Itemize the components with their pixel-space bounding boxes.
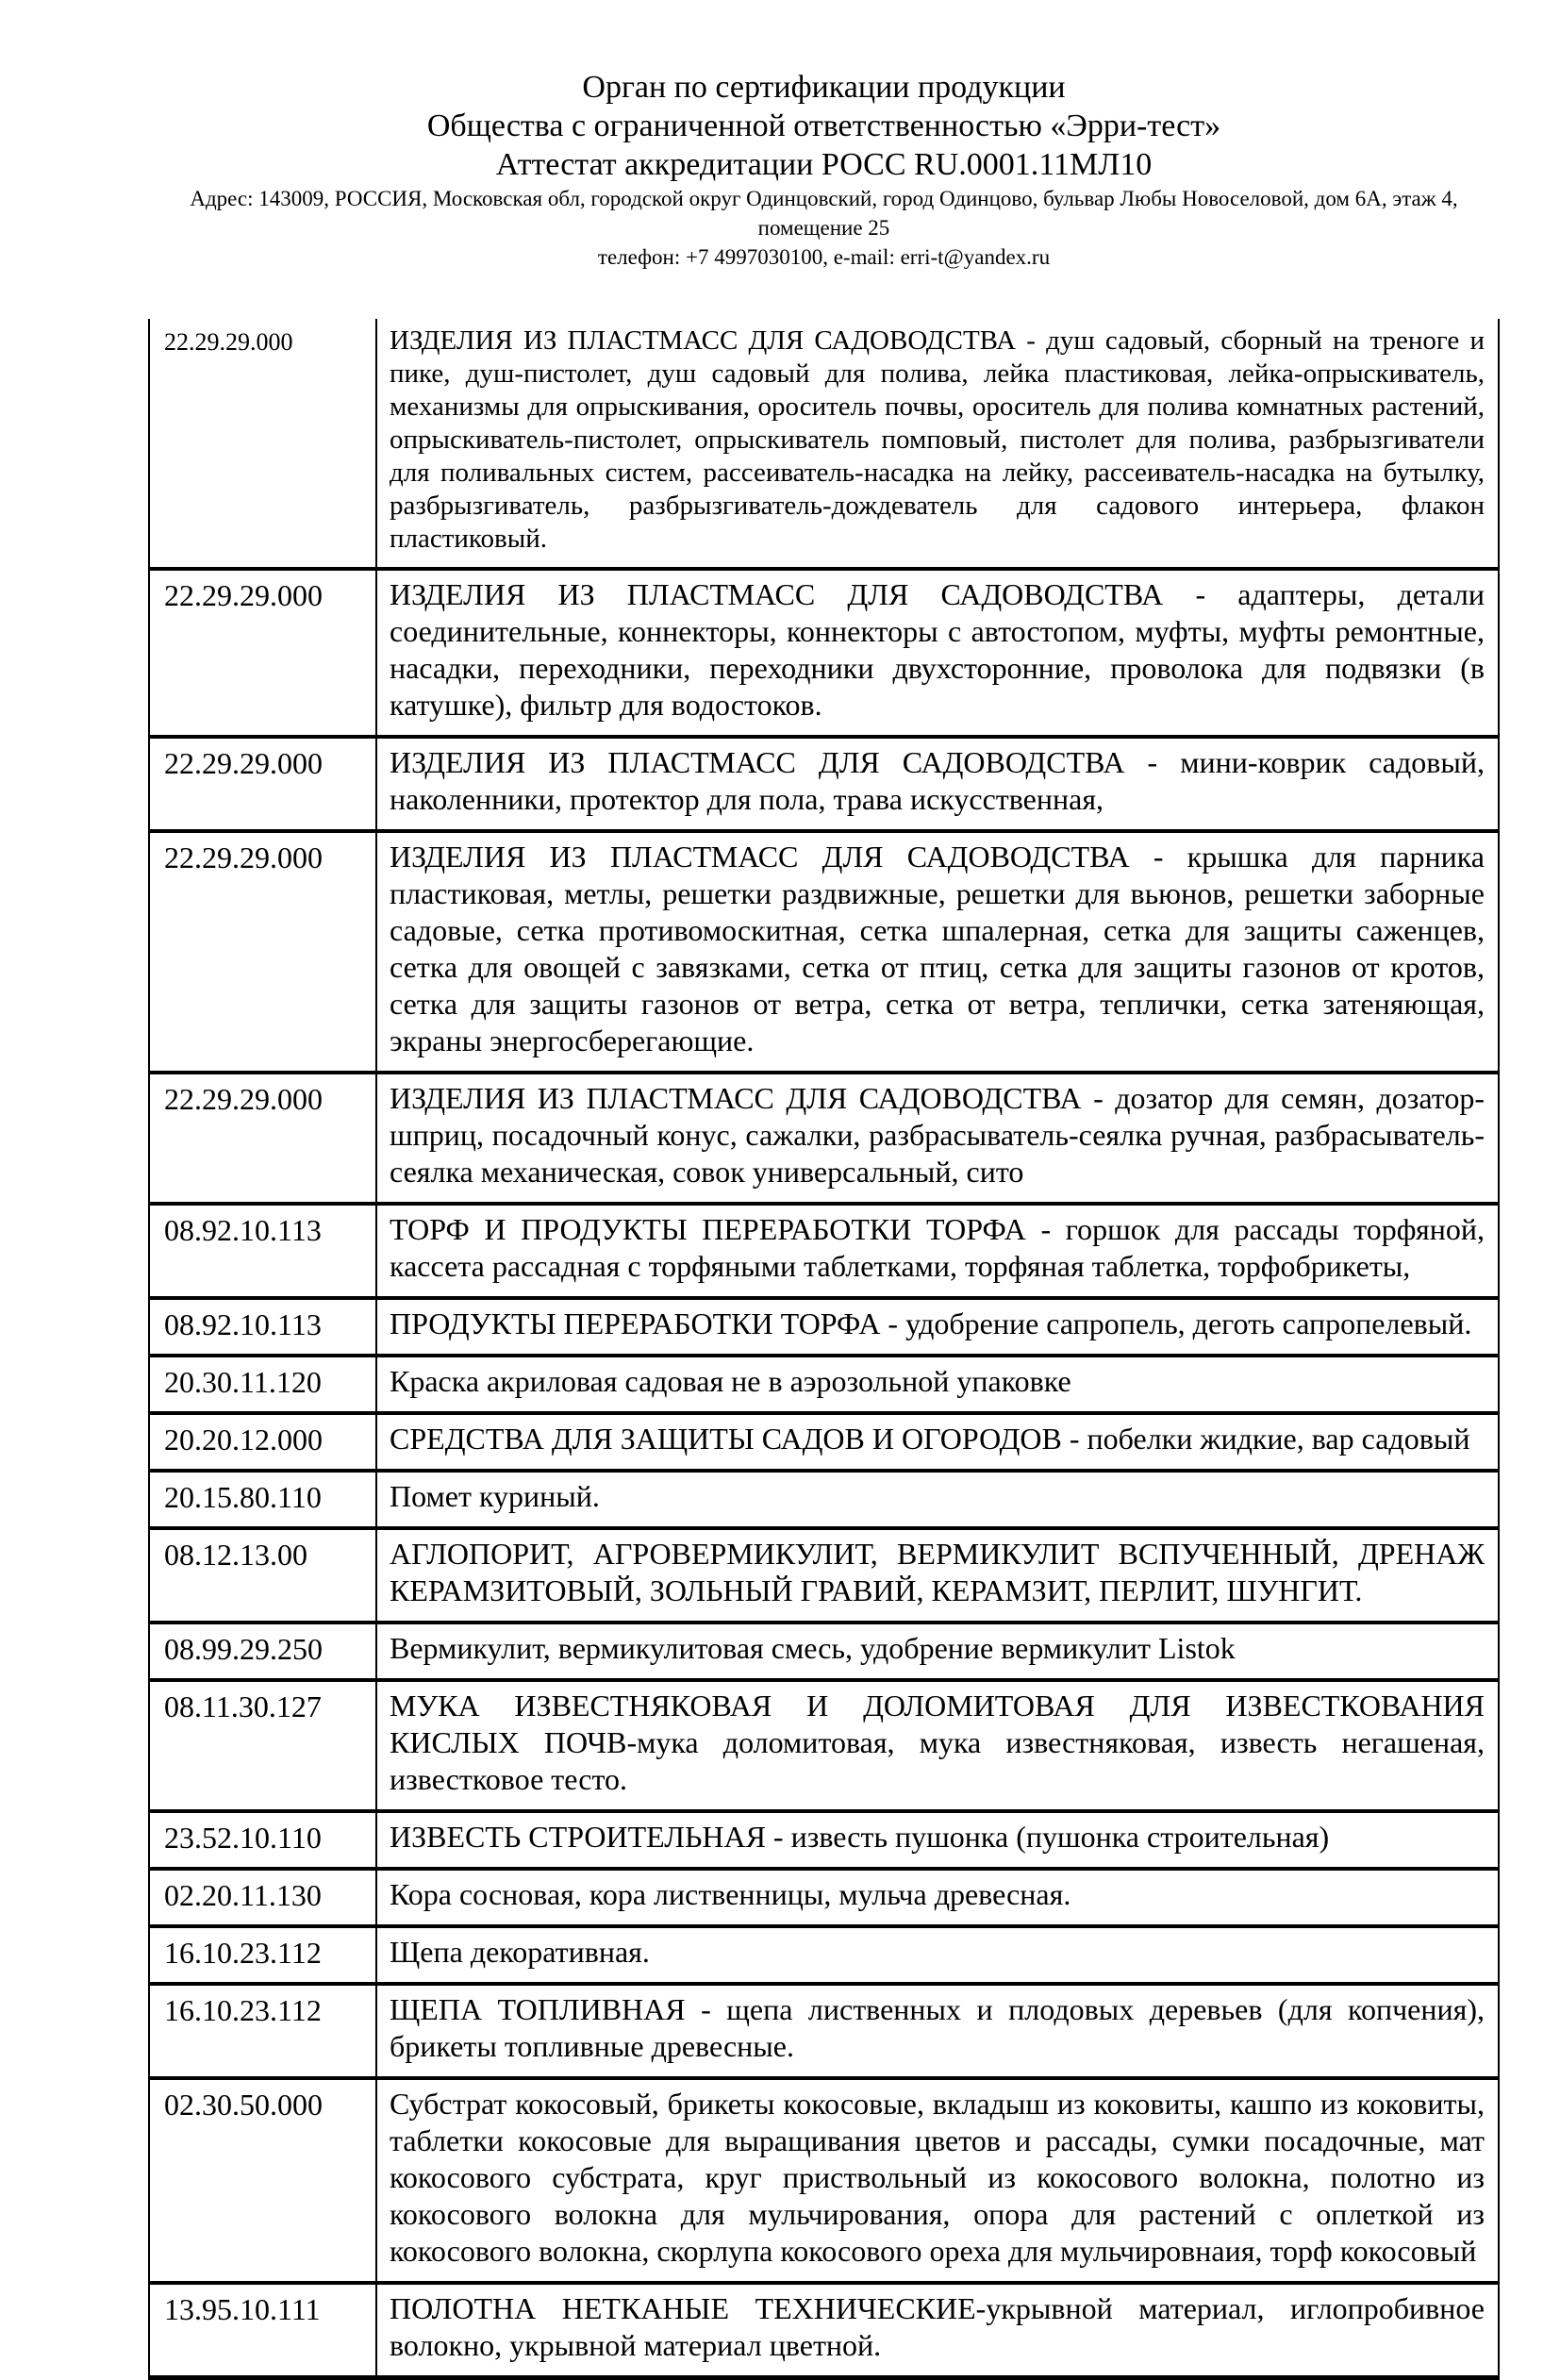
org-name: Общества с ограниченной ответственностью «Эрри-тест» [426, 108, 1221, 143]
table-row [150, 1202, 1498, 1296]
description-cell: СРЕДСТВА ДЛЯ ЗАЩИТЫ САДОВ И ОГОРОДОВ - побелки жидкие, вар садовый [390, 1422, 1470, 1456]
description-cell: МУКА ИЗВЕСТНЯКОВАЯ И ДОЛОМИТОВАЯ ДЛЯ ИЗВЕСТКОВАНИЯ КИСЛЫХ ПОЧВ-мука доломитовая, мука известняковая, известь негашеная, известковое тесто. [390, 1689, 1485, 1796]
description-cell: ТОРФ И ПРОДУКТЫ ПЕРЕРАБОТКИ ТОРФА - горшок для рассады торфяной, кассета рассадная с торфяными таблетками, торфяная таблетка, торфобрикеты, [390, 1212, 1485, 1283]
product-codes-table [148, 319, 1500, 2380]
description-cell: ИЗДЕЛИЯ ИЗ ПЛАСТМАСС ДЛЯ САДОВОДСТВА - крышка для парника пластиковая, метлы, решетки раздвижные, решетки для вьюнов, решетки заборные садовые, сетка противомоскитная, сетка шпалерная, сетка для защиты саженцев, сетка для овощей с завязками, сетка от птиц, сетка для защиты газонов от кротов, сетка для защиты газонов от ветра, сетка от ветра, теплички, сетка затеняющая, экраны энергосберегающие. [390, 840, 1485, 1057]
description-cell: Субстрат кокосовый, брикеты кокосовые, вкладыш из коковиты, кашпо из коковиты, таблетки кокосовые для выращивания цветов и рассады, сумки посадочные, мат кокосового субстрата, круг приствольный из кокосового волокна, полотно из кокосового волокна для мульчирования, опора для растений с оплеткой из кокосового волокна, скорлупа кокосового ореха для мульчировнаия, торф кокосовый [390, 2087, 1485, 2268]
description-cell: ИЗДЕЛИЯ ИЗ ПЛАСТМАСС ДЛЯ САДОВОДСТВА - адаптеры, детали соединительные, коннекторы, коннекторы с автостопом, муфты, муфты ремонтные, насадки, переходники, переходники двухсторонние, проволока для подвязки (в катушке), фильтр для водостоков. [390, 577, 1485, 722]
code-cell: 16.10.23.112 [150, 1928, 377, 1982]
contact-line: телефон: +7 4997030100, e-mail: erri-t@yandex.ru [597, 245, 1051, 269]
code-cell: 23.52.10.110 [150, 1813, 377, 1867]
table-row [150, 1924, 1498, 1982]
table-row [150, 1621, 1498, 1678]
code-cell: 08.99.29.250 [150, 1624, 377, 1678]
document-header [148, 68, 1500, 272]
table-row [150, 319, 1498, 567]
code-cell: 16.10.23.112 [150, 1986, 377, 2076]
address-line-1: Адрес: 143009, РОССИЯ, Московская обл, городской округ Одинцовский, город Одинцово, бульвар Любы Новоселовой, дом 6А, этаж 4, [190, 187, 1458, 210]
description-cell: ЩЕПА ТОПЛИВНАЯ - щепа лиственных и плодовых деревьев (для копчения), брикеты топливные древесные. [390, 1992, 1485, 2063]
table-row [150, 1867, 1498, 1924]
description-cell: АГЛОПОРИТ, АГРОВЕРМИКУЛИТ, ВЕРМИКУЛИТ ВСПУЧЕННЫЙ, ДРЕНАЖ КЕРАМЗИТОВЫЙ, ЗОЛЬНЫЙ ГРАВИЙ, КЕРАМЗИТ, ПЕРЛИТ, ШУНГИТ. [390, 1537, 1485, 1607]
description-cell: Кора сосновая, кора лиственницы, мульча древесная. [390, 1877, 1071, 1911]
code-cell: 08.12.13.00 [150, 1530, 377, 1621]
table-row [150, 1071, 1498, 1202]
code-cell: 08.11.30.127 [150, 1682, 377, 1809]
code-cell: 22.29.29.000 [150, 833, 377, 1071]
description-cell: ИЗВЕСТЬ СТРОИТЕЛЬНАЯ - известь пушонка (пушонка строительная) [390, 1820, 1330, 1854]
code-cell: 20.30.11.120 [150, 1357, 377, 1411]
description-cell: Вермикулит, вермикулитовая смесь, удобрение вермикулит Listok [390, 1631, 1236, 1665]
table-row [150, 1411, 1498, 1469]
table-row [150, 1526, 1498, 1621]
description-cell: ПРОДУКТЫ ПЕРЕРАБОТКИ ТОРФА - удобрение сапропель, деготь сапропелевый. [390, 1307, 1472, 1340]
table-row [150, 2281, 1498, 2375]
code-cell: 20.15.80.110 [150, 1473, 377, 1526]
description-cell: ИЗДЕЛИЯ ИЗ ПЛАСТМАСС ДЛЯ САДОВОДСТВА - дозатор для семян, дозатор-шприц, посадочный конус, сажалки, разбрасыватель-сеялка ручная, разбрасыватель-сеялка механическая, совок универсальный, сито [390, 1081, 1485, 1189]
code-cell: 08.92.10.113 [150, 1300, 377, 1354]
table-row [150, 1296, 1498, 1354]
table-row [150, 1678, 1498, 1809]
code-cell: 22.29.29.000 [150, 739, 377, 829]
code-cell: 22.29.29.000 [150, 1074, 377, 1202]
address-line-2: помещение 25 [757, 216, 890, 240]
table-row [150, 2076, 1498, 2281]
code-cell: 02.30.50.000 [150, 2080, 377, 2281]
table-row [150, 1469, 1498, 1526]
table-row [150, 735, 1498, 829]
table-row [150, 1354, 1498, 1411]
table-row [150, 829, 1498, 1071]
description-cell: ИЗДЕЛИЯ ИЗ ПЛАСТМАСС ДЛЯ САДОВОДСТВА - мини-коврик садовый, наколенники, протектор для пола, трава искусственная, [390, 745, 1485, 816]
code-cell: 22.29.29.000 [150, 319, 377, 567]
code-cell: 13.95.10.111 [150, 2285, 377, 2375]
accreditation-number: Аттестат аккредитации РОСС RU.0001.11МЛ10 [495, 147, 1153, 182]
table-row [150, 1982, 1498, 2076]
org-title: Орган по сертификации продукции [582, 70, 1066, 105]
code-cell: 22.29.29.000 [150, 571, 377, 735]
table-row [150, 567, 1498, 735]
description-cell: ПОЛОТНА НЕТКАНЫЕ ТЕХНИЧЕСКИЕ-укрывной материал, иглопробивное волокно, укрывной материал цветной. [390, 2291, 1485, 2362]
description-cell: Краска акриловая садовая не в аэрозольной упаковке [390, 1364, 1071, 1398]
table-row [150, 1809, 1498, 1867]
description-cell: Щепа декоративная. [390, 1935, 650, 1969]
description-cell: ИЗДЕЛИЯ ИЗ ПЛАСТМАСС ДЛЯ САДОВОДСТВА - душ садовый, сборный на треноге и пике, душ-пистолет, душ садовый для полива, лейка пластиковая, лейка-опрыскиватель, механизмы для опрыскивания, ороситель почвы, ороситель для полива комнатных растений, опрыскиватель-пистолет, опрыскиватель помповый, пистолет для полива, разбрызгиватели для поливальных систем, рассеиватель-насадка на лейку, рассеиватель-насадка на бутылку, разбрызгиватель, разбрызгиватель-дождеватель для садового интерьера, флакон пластиковый. [390, 325, 1485, 554]
code-cell: 08.92.10.113 [150, 1206, 377, 1296]
code-cell: 02.20.11.130 [150, 1871, 377, 1924]
description-cell: Помет куриный. [390, 1479, 600, 1513]
code-cell: 20.20.12.000 [150, 1415, 377, 1469]
